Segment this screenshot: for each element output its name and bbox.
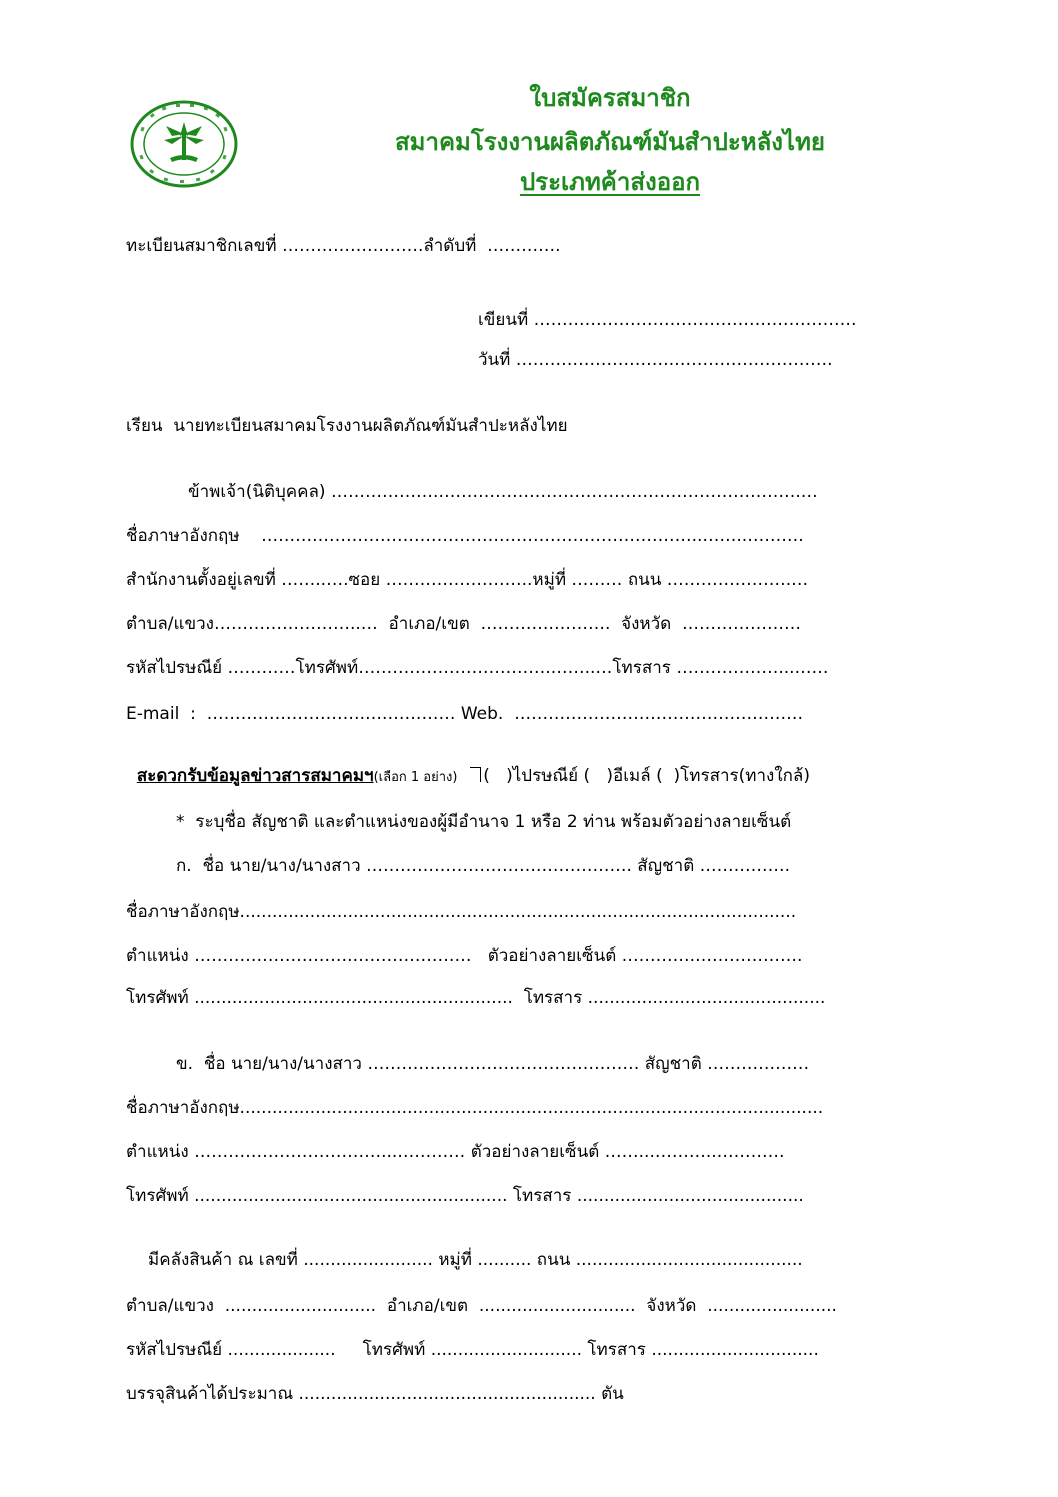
warehouse-address-line[interactable]: มีคลังสินค้า ณ เลขที่ ........................ หมู่ที่ .......... ถนน .......................................... bbox=[148, 1250, 803, 1270]
english-name-line[interactable]: ชื่อภาษาอังกฤษ ……….…………………………………………………………..……..………. bbox=[126, 526, 804, 546]
contact-preference-label: สะดวกรับข้อมูลข่าวสารสมาคมฯ bbox=[136, 766, 374, 786]
postcode-phone-line[interactable]: รหัสไปรษณีย์ …………โทรศัพท์…………………………….……..…โทรสาร ………………...…… bbox=[126, 658, 829, 678]
contact-preference-line bbox=[126, 746, 810, 788]
form-title: ใบสมัครสมาชิก bbox=[529, 84, 691, 112]
signatory-a-position-line[interactable]: ตำแหน่ง ……………………….………………… ตัวอย่างลายเซ็นต์ ………….………………. bbox=[126, 946, 803, 966]
association-logo-icon bbox=[130, 100, 238, 188]
signatory-a-english-line[interactable]: ชื่อภาษาอังกฤษ....................................................................................................... bbox=[126, 902, 797, 922]
contact-preference-choose: (เลือก 1 อย่าง) bbox=[373, 770, 458, 785]
contact-preference-options[interactable]: ( )ไปรษณีย์ ( )อีเมล์ ( )โทรสาร(ทางใกล้) bbox=[483, 766, 810, 786]
signatory-note: * ระบุชื่อ สัญชาติ และตำแหน่งของผู้มีอำนาจ 1 หรือ 2 ท่าน พร้อมตัวอย่างลายเซ็นต์ bbox=[176, 812, 792, 832]
applicant-name-line[interactable]: ข้าพเจ้า(นิติบุคคล) ……………….……………………………………………………….… bbox=[188, 482, 818, 502]
title-line-2-wrap bbox=[330, 122, 890, 161]
member-category: ประเภทค้าส่งออก bbox=[519, 168, 701, 196]
signatory-b-phone-line[interactable]: โทรศัพท์ .......................................................... โทรสาร .......................................... bbox=[126, 1186, 804, 1206]
signatory-a-phone-line[interactable]: โทรศัพท์ ........................................................... โทรสาร ............................................ bbox=[126, 988, 826, 1008]
subdistrict-line[interactable]: ตำบล/แขวง……………………..… อำเภอ/เขต ………….………. จังหวัด ………………… bbox=[126, 614, 802, 634]
signatory-a-name-line[interactable]: ก. ชื่อ นาย/นาง/นางสาว ………………………….……………. สัญชาติ ……………. bbox=[176, 856, 791, 876]
warehouse-postcode-line[interactable]: รหัสไปรษณีย์ .................... โทรศัพท์ ............................ โทรสาร ............................... bbox=[126, 1340, 819, 1360]
association-name: สมาคมโรงงานผลิตภัณฑ์มันสำปะหลังไทย bbox=[395, 128, 825, 156]
signatory-b-english-line[interactable]: ชื่อภาษาอังกฤษ............................................................................................................ bbox=[126, 1098, 824, 1118]
storage-capacity-line[interactable]: บรรจุสินค้าได้ประมาณ ....................................................... ตัน bbox=[126, 1384, 624, 1404]
title-line-1-wrap bbox=[330, 78, 890, 117]
date-line[interactable]: วันที่ ……………………….………………………. bbox=[478, 350, 833, 370]
office-address-line[interactable]: สำนักงานตั้งอยู่เลขที่ ……..….ซอย ……………………..หมู่ที่ ……… ถนน ………………….… bbox=[126, 570, 809, 590]
registration-number-line[interactable]: ทะเบียนสมาชิกเลขที่ …………………….ลำดับที่ …………. bbox=[126, 236, 561, 256]
signatory-b-name-line[interactable]: ข. ชื่อ นาย/นาง/นางสาว ………………………………………… สัญชาติ ……………… bbox=[176, 1054, 810, 1074]
email-web-line[interactable]: E-mail : ……………………….….………… Web. …………………………………………… bbox=[126, 704, 804, 724]
warehouse-subdistrict-line[interactable]: ตำบล/แขวง ............................ อำเภอ/เขต ............................. จังหวัด ........................ bbox=[126, 1296, 837, 1316]
written-at-line[interactable]: เขียนที่ ………………………………………………… bbox=[478, 310, 857, 330]
title-line-3-wrap bbox=[330, 162, 890, 201]
signatory-b-position-line[interactable]: ตำแหน่ง ……………………………...………… ตัวอย่างลายเซ็นต์ ……...………..………… bbox=[126, 1142, 785, 1162]
salutation-line: เรียน นายทะเบียนสมาคมโรงงานผลิตภัณฑ์มันสำปะหลังไทย bbox=[126, 416, 568, 436]
checkbox-mark-icon[interactable] bbox=[470, 767, 481, 782]
